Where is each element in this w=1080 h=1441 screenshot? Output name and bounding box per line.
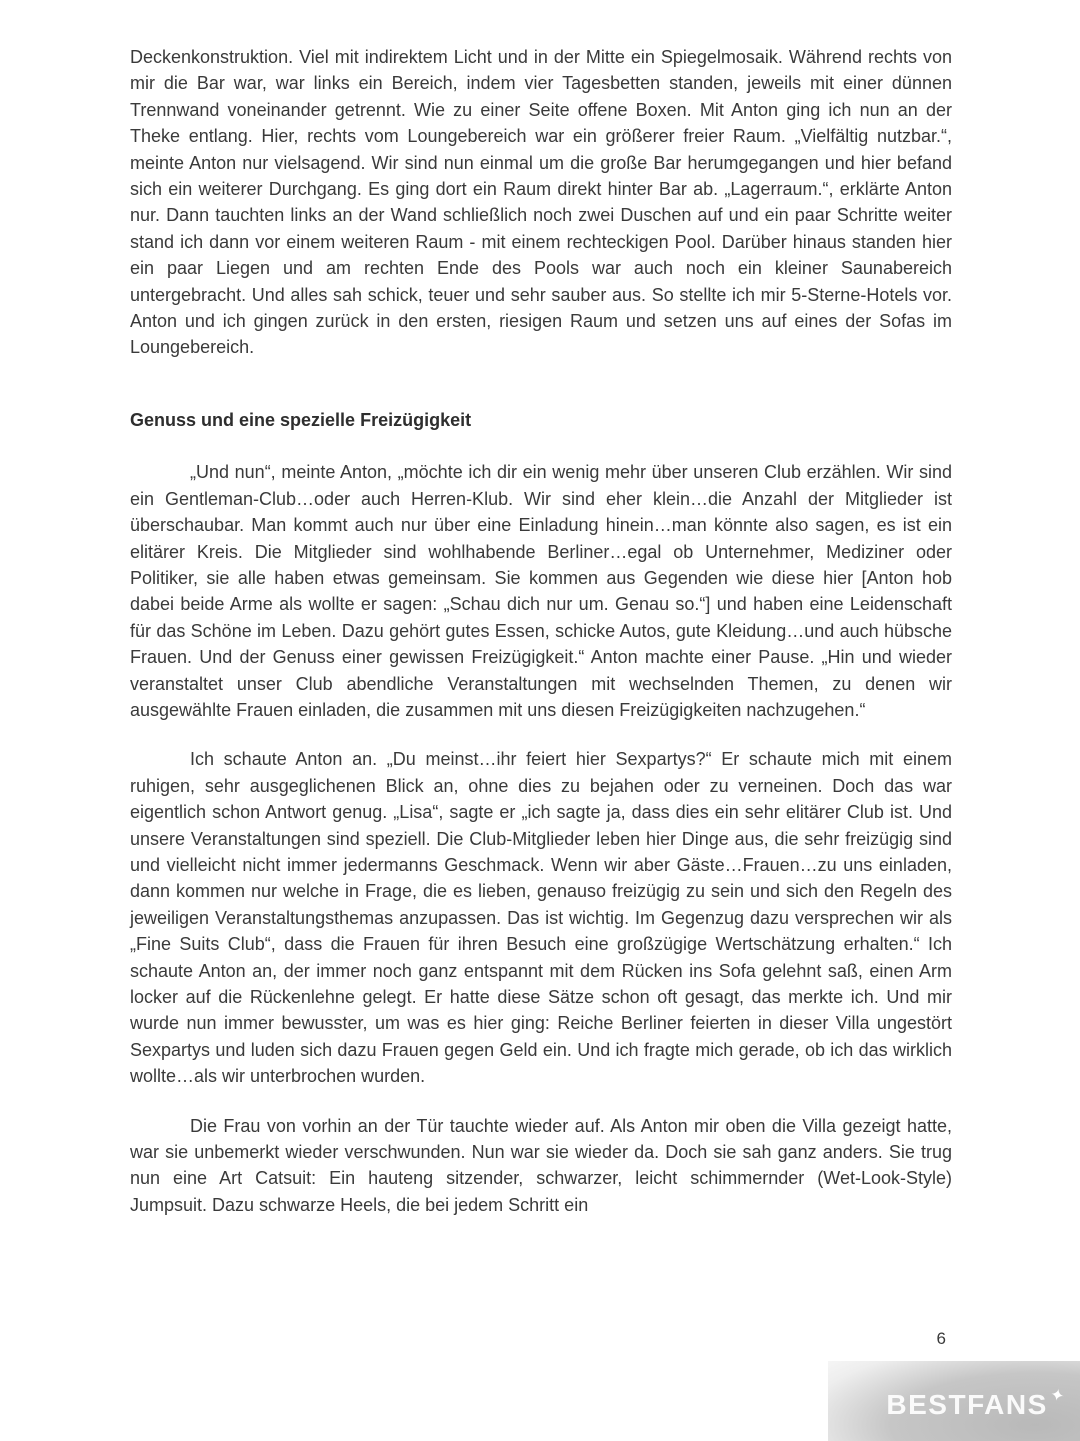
paragraph: Deckenkonstruktion. Viel mit indirektem Licht und in der Mitte ein Spiegelmosaik. Während rechts von mir die Bar war, war links ein Bereich, indem vier Tagesbetten standen, jeweils mit einer dünnen Trennwand voneinander getrennt. Wie zu einer Seite offene Boxen. Mit Anton ging ich nun an der Theke entlang. Hier, rechts vom Loungebereich war ein größerer freier Raum. „Vielfältig nutzbar.“, meinte Anton nur vielsagend. Wir sind nun einmal um die große Bar herumgegangen und hier befand sich ein weiterer Durchgang. Es ging dort ein Raum direkt hinter Bar ab. „Lagerraum.“, erklärte Anton nur. Dann tauchten links an der Wand schließlich noch zwei Duschen auf und ein paar Schritte weiter stand ich dann vor einem weiteren Raum - mit einem rechteckigen Pool. Darüber hinaus standen hier ein paar Liegen und am rechten Ende des Pools war auch noch ein kleiner Saunabereich untergebracht. Und alles sah schick, teuer und sehr sauber aus. So stellte ich mir 5-Sterne-Hotels vor. Anton und ich gingen zurück in den ersten, riesigen Raum und setzen uns auf eines der Sofas im Loungebereich. — [130, 47, 952, 358]
paragraph: Ich schaute Anton an. „Du meinst…ihr feiert hier Sexpartys?“ Er schaute mich mit einem ruhigen, sehr ausgeglichenen Blick an, ohne dies zu bejahen oder zu verneinen. Doch das war eigentlich schon Antwort genug. „Lisa“, sagte er „ich sagte ja, dass dies ein sehr elitärer Club ist. Und unsere Veranstaltungen sind speziell. Die Club-Mitglieder leben hier Dinge aus, die sehr freizügig sind und vielleicht nicht immer jedermanns Geschmack. Wenn wir aber Gäste…Frauen…zu uns einladen, dann kommen nur welche in Frage, die es lieben, genauso freizügig zu sein und sich den Regeln des jeweiligen Veranstaltungsthemas anzupassen. Das ist wichtig. Im Gegenzug dazu versprechen wir als „Fine Suits Club“, dass die Frauen für ihren Besuch eine großzügige Wertschätzung erhalten.“ Ich schaute Anton an, der immer noch ganz entspannt mit dem Rücken ins Sofa gelehnt saß, einen Arm locker auf die Rückenlehne gelegt. Er hatte diese Sätze schon oft gesagt, das merkte ich. Und mir wurde nun immer bewusster, um was es hier ging: Reiche Berliner feierten in dieser Villa ungestört Sexpartys und luden sich dazu Frauen gegen Geld ein. Und ich fragte mich gerade, ob ich das wirklich wollte…als wir unterbrochen wurden. — [130, 749, 952, 1087]
paragraph: „Und nun“, meinte Anton, „möchte ich dir ein wenig mehr über unseren Club erzählen. Wir sind ein Gentleman-Club…oder auch Herren-Klub. Wir sind eher klein…die Anzahl der Mitglieder ist überschaubar. Man kommt auch nur über eine Einladung hinein…man könnte also sagen, es ist ein elitärer Kreis. Die Mitglieder sind wohlhabende Berliner…egal ob Unternehmer, Mediziner oder Politiker, sie alle haben etwas gemeinsam. Sie kommen aus Gegenden wie diese hier [Anton hob dabei beide Arme als wollte er sagen: „Schau dich nur um. Genau so.“] und haben eine Leidenschaft für das Schöne im Leben. Dazu gehört gutes Essen, schicke Autos, gute Kleidung…und auch hübsche Frauen. Und der Genuss einer gewissen Freizügigkeit.“ Anton machte einer Pause. „Hin und wieder veranstaltet unser Club abendliche Veranstaltungen mit wechselnden Themen, zu denen wir ausgewählte Frauen einladen, die zusammen mit uns diesen Freizügigkeiten nachzugehen.“ — [130, 462, 952, 720]
star-icon: ✦ — [1048, 1384, 1066, 1407]
document-body — [130, 44, 952, 1241]
paragraph: Die Frau von vorhin an der Tür tauchte wieder auf. Als Anton mir oben die Villa gezeigt hatte, war sie unbemerkt wieder verschwunden. Nun war sie wieder da. Doch sie sah ganz anders. Sie trug nun eine Art Catsuit: Ein hauteng sitzender, schwarzer, leicht schimmernder (Wet-Look-Style) Jumpsuit. Dazu schwarze Heels, die bei jedem Schritt ein — [130, 1115, 952, 1215]
page-number: 6 — [936, 1329, 946, 1348]
watermark-brand-label: BESTFANS — [886, 1389, 1048, 1420]
watermark — [828, 1361, 1080, 1441]
section-heading: Genuss und eine spezielle Freizügigkeit — [130, 409, 472, 430]
